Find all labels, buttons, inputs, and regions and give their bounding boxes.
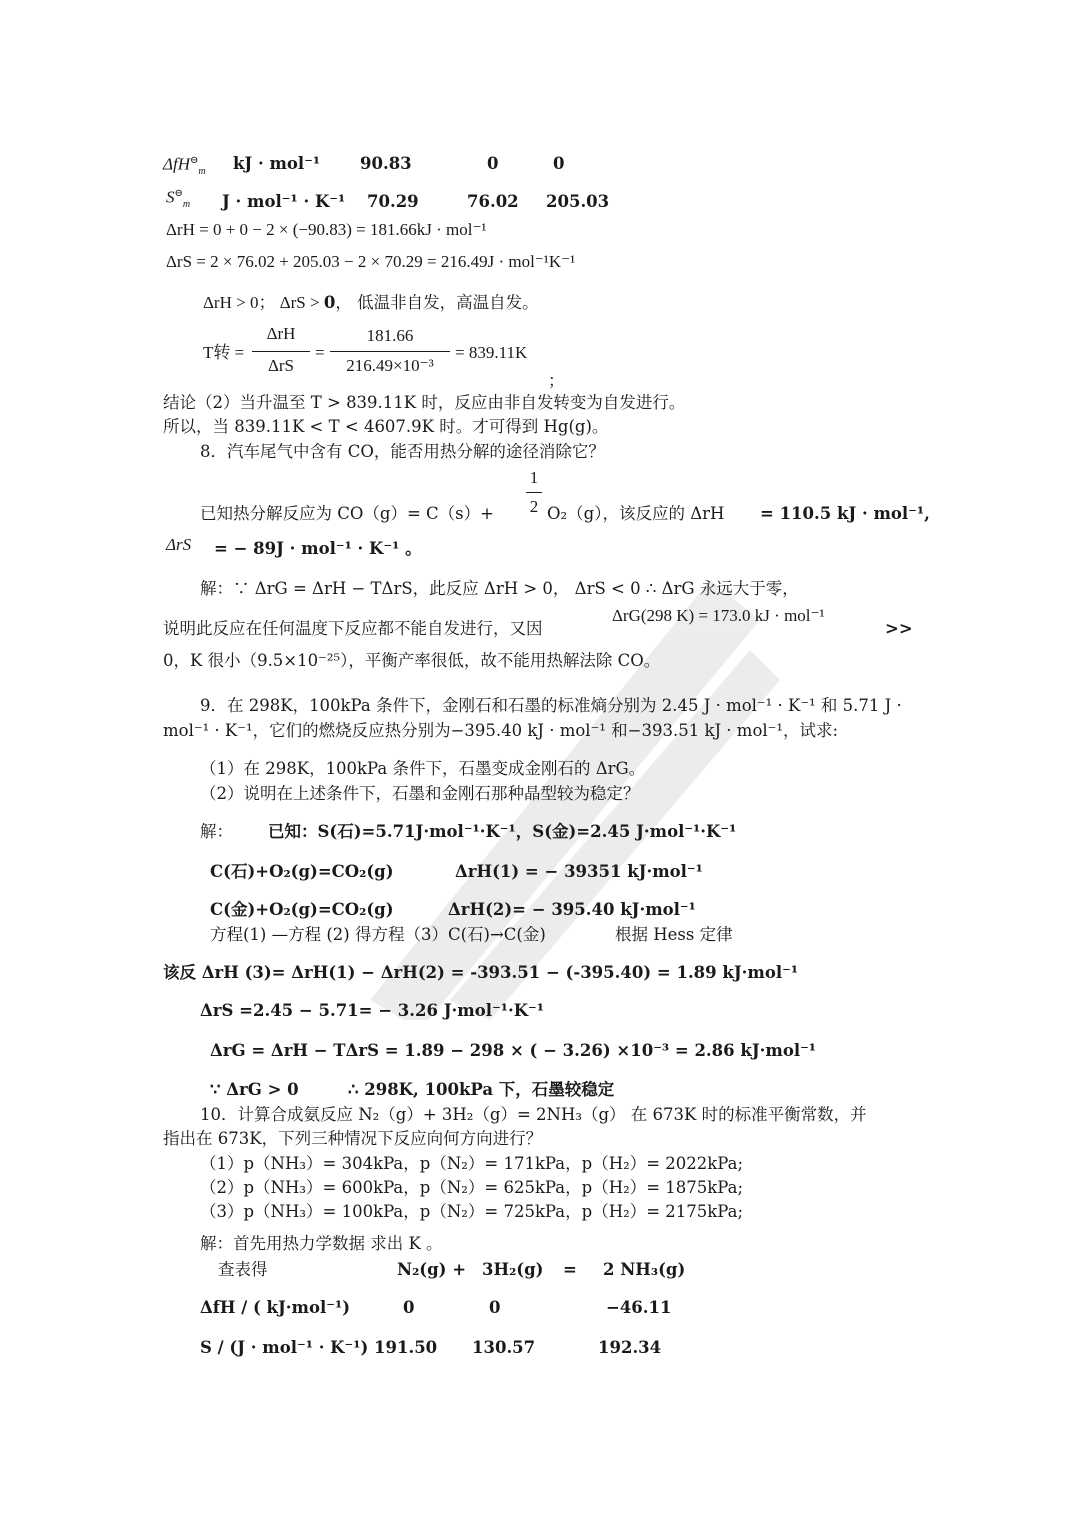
table-head-c: 3H₂(g) — [482, 1260, 544, 1279]
eq-condition — [203, 292, 539, 314]
q8-solution-3: 0，K 很小（9.5×10⁻²⁵），平衡产率很低，故不能用热解法除 CO。 — [163, 651, 661, 670]
q9-reaction-2b: ΔrH(2)= − 395.40 kJ·mol⁻¹ — [448, 900, 696, 919]
table-head-a: 查表得 — [218, 1260, 268, 1279]
conclusion-line-1: 结论（2）当升温至 T > 839.11K 时，反应由非自发转变为自发进行。 — [163, 393, 686, 412]
tz-number-bottom: 216.49×10⁻³ — [346, 356, 434, 375]
sm-unit: J · mol⁻¹ · K⁻¹ — [222, 192, 346, 211]
q8-solution-2c: >> — [885, 619, 913, 638]
table-h-n2: 0 — [403, 1298, 415, 1317]
row-dfh: ΔfH⊖$_m$ — [163, 154, 206, 177]
condition-zero: 0 — [323, 293, 336, 312]
q9-part-2: （2）说明在上述条件下，石墨和金刚石那种晶型较为稳定？ — [200, 784, 640, 803]
tz-denominator: ΔrS — [267, 356, 295, 375]
q9-line-1: 9．在 298K，100kPa 条件下，金刚石和石墨的标准熵分别为 2.45 J · mol⁻¹ · K⁻¹ 和 5.71 J · — [200, 696, 902, 715]
q8-half-bar — [526, 492, 542, 493]
q9-h3: 该反 ΔrH (3)= ΔrH(1) − ΔrH(2) = -393.51 − (-395.40) = 1.89 kJ·mol⁻¹ — [163, 963, 799, 982]
table-head-b: N₂(g) + — [397, 1260, 467, 1279]
q9-reaction-2a: C(金)+O₂(g)=CO₂(g) — [210, 900, 394, 919]
q9-conclusion-b: ∴ 298K, 100kPa 下，石墨较稳定 — [348, 1080, 615, 1099]
table-h-h2: 0 — [489, 1298, 501, 1317]
q8-given-s: ΔrS — [166, 535, 192, 554]
q9-reaction-1b: ΔrH(1) = − 39351 kJ·mol⁻¹ — [455, 862, 703, 881]
semicolon: ； — [548, 371, 565, 390]
q10-line-2: 指出在 673K，下列三种情况下反应向何方向进行？ — [163, 1129, 543, 1148]
table-s-nh3: 192.34 — [598, 1338, 662, 1357]
table-h-nh3: −46.11 — [606, 1298, 672, 1317]
dfh-unit: kJ · mol⁻¹ — [233, 154, 321, 173]
condition-text: ， 低温非自发，高温自发。 — [335, 293, 539, 312]
sm-value-3: 205.03 — [546, 192, 610, 211]
q10-case-2: （2）p（NH₃）= 600kPa，p（N₂）= 625kPa，p（H₂）= 1875kPa; — [200, 1178, 744, 1197]
dfh-symbol: ΔfH — [163, 154, 190, 174]
q8-given-a: 已知热分解反应为 CO（g）= C（s）+ — [200, 504, 494, 523]
table-head-d: = — [563, 1260, 577, 1279]
eq-delta-s: ΔrS = 2 × 76.02 + 205.03 − 2 × 70.29 = 216.49J · mol⁻¹K⁻¹ — [166, 252, 576, 271]
condition-math: ΔrH > 0； ΔrS > — [203, 293, 324, 312]
tz-number-top: 181.66 — [366, 326, 414, 345]
q10-line-1: 10．计算合成氨反应 N₂（g）+ 3H₂（g）= 2NH₃（g） 在 673K 时的标准平衡常数，并 — [200, 1105, 867, 1124]
q9-reaction-1a: C(石)+O₂(g)=CO₂(g) — [210, 862, 394, 881]
q9-solution-label: 解： — [200, 822, 233, 841]
q9-conclusion-a: ∵ ΔrG > 0 — [210, 1080, 299, 1099]
table-s-h2: 130.57 — [472, 1338, 536, 1357]
q8-solution-2b: ΔrG(298 K) = 173.0 kJ · mol⁻¹ — [612, 606, 825, 625]
q8-given-c: = 110.5 kJ · mol⁻¹, — [760, 504, 930, 523]
table-h-label: ΔfH / ( kJ·mol⁻¹) — [200, 1298, 351, 1317]
q9-line-2: mol⁻¹ · K⁻¹，它们的燃烧反应热分别为−395.40 kJ · mol⁻¹ 和−393.51 kJ · mol⁻¹，试求: — [163, 721, 839, 740]
q10-solution: 解：首先用热力学数据 求出 K 。 — [200, 1234, 443, 1253]
q8-half-num: 1 — [529, 468, 539, 487]
q10-case-3: （3）p（NH₃）= 100kPa，p（N₂）= 725kPa，p（H₂）= 2175kPa; — [200, 1202, 744, 1221]
tz-bar-1 — [252, 351, 310, 352]
q8-given-b: O₂（g），该反应的 ΔrH — [547, 504, 725, 523]
q8-given-s2: = − 89J · mol⁻¹ · K⁻¹ 。 — [214, 539, 422, 558]
q8-solution-2a: 说明此反应在任何温度下反应都不能自发进行，又因 — [163, 619, 543, 638]
tz-bar-2 — [330, 351, 450, 352]
tz-result: = 839.11K — [455, 343, 528, 362]
sm-symbol: S — [166, 187, 175, 207]
tz-eq: = — [315, 343, 325, 362]
table-s-label: S / (J · mol⁻¹ · K⁻¹) 191.50 — [200, 1338, 438, 1357]
dfh-value-3: 0 — [553, 154, 565, 173]
q10-case-1: （1）p（NH₃）= 304kPa，p（N₂）= 171kPa，p（H₂）= 2022kPa; — [200, 1154, 744, 1173]
sm-value-1: 70.29 — [367, 192, 419, 211]
tz-lhs: T转 = — [203, 343, 245, 362]
dfh-value-1: 90.83 — [360, 154, 412, 173]
row-sm: $S^⊖_m$ — [166, 187, 191, 210]
q9-g3: ΔrG = ΔrH − TΔrS = 1.89 − 298 × ( − 3.26) ×10⁻³ = 2.86 kJ·mol⁻¹ — [210, 1041, 817, 1060]
q9-reaction-3b: 根据 Hess 定律 — [615, 925, 733, 944]
q9-reaction-3a: 方程(1) —方程 (2) 得方程（3）C(石)→C(金) — [210, 925, 546, 944]
q8-title: 8．汽车尾气中含有 CO，能否用热分解的途径消除它？ — [200, 442, 605, 461]
table-head-e: 2 NH₃(g) — [603, 1260, 686, 1279]
tz-numerator: ΔrH — [266, 324, 296, 343]
q9-s3: ΔrS =2.45 − 5.71= − 3.26 J·mol⁻¹·K⁻¹ — [200, 1001, 544, 1020]
eq-delta-h: ΔrH = 0 + 0 − 2 × (−90.83) = 181.66kJ · mol⁻¹ — [166, 220, 487, 239]
q8-half-den: 2 — [529, 497, 539, 516]
sm-value-2: 76.02 — [467, 192, 519, 211]
conclusion-line-2: 所以，当 839.11K < T < 4607.9K 时。才可得到 Hg(g)。 — [163, 417, 609, 436]
dfh-value-2: 0 — [487, 154, 499, 173]
q9-part-1: （1）在 298K，100kPa 条件下，石墨变成金刚石的 ΔrG。 — [200, 759, 646, 778]
q8-solution-1: 解：∵ ΔrG = ΔrH − TΔrS，此反应 ΔrH > 0， ΔrS < 0 ∴ ΔrG 永远大于零， — [200, 579, 799, 598]
q9-known: 已知：S(石)=5.71J·mol⁻¹·K⁻¹，S(金)=2.45 J·mol⁻¹·K⁻¹ — [268, 822, 737, 841]
